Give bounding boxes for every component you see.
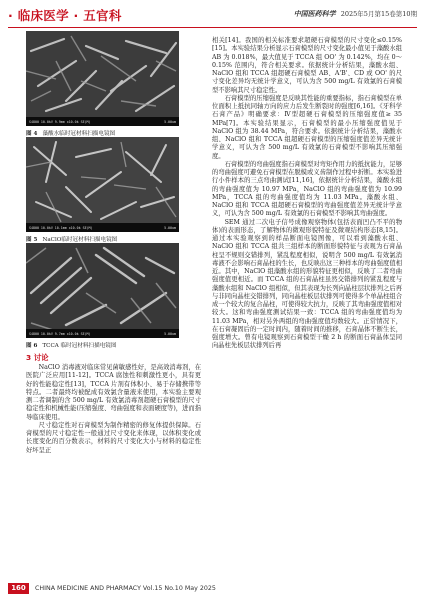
paragraph: NaClO 消毒液对临床常见菌敏感性好，是高效消毒剂，在医院广泛应用[11-12]。TCCA 腐蚀性和刺激性更小，具有更好的性能稳定性[13]，TCCA 片剂有体积小、易于存储携带等特点。二者最终均被配成有效氯含量液来使用，本实验主要观测二者调制的含 500 mg/L 有效氯消毒剂超硬石膏模型的尺寸稳定性和机械性能(压缩强度、弯曲强度和表面硬度等)，进而指导临床使用。 [26,364,201,421]
sem-image-6 [26,243,179,338]
figure-title: NaClO临时冠材料扫描电镜图 [42,237,118,243]
section-heading: 3 讨论 [26,353,49,362]
sem-micrograph-5 [26,137,179,232]
journal-english-title: CHINA MEDICINE AND PHARMACY Vol.15 No.10 May 2025 [35,584,216,592]
figure-4 [26,31,179,137]
journal-name: 中国医药科学 [293,9,336,18]
header-rule [8,27,417,28]
scale-bar-meta: S4800 10.0kV 10.1mm x10.0k SE(M) [29,225,93,230]
section-title: · 临床医学 · 五官科 [8,8,122,23]
page-footer [8,583,423,595]
figure-6 [26,243,179,349]
scale-bar-6 [26,329,179,338]
figure-title: 藻酸水临时冠材料扫描电镜图 [42,131,116,137]
sem-micrograph-4 [26,31,179,126]
journal-masthead [294,9,417,19]
figure-title: TCCA 临时冠材料扫描电镜图 [42,343,117,349]
figure-5 [26,137,179,243]
paragraph: 石膏模型的弯曲强度指石膏模型对弯矩作用力的抵抗能力，足够的弯曲强度可避免石膏模型在脱模或义齿制作过程中折断。本实验进行小件样本的三点弯曲测试[11,16]，依据统计分析结果，藻酸水组的弯曲强度值为 10.97 MPa，NaClO 组的弯曲强度值为 10.99 MPa，TCCA 组的弯曲强度值均为 11.03 MPa。藻酸水组、NaClO 组和 TCCA 组超硬石膏模型的弯曲强度值差异无统计学意义，可认为含 500 mg/L 有效氯的石膏模型不影响其弯曲强度。 [212,160,402,218]
page-header [0,0,427,34]
figure-label: 图 6 [26,343,38,349]
right-column-body [212,37,402,351]
scale-bar-length: 5.00um [164,225,176,230]
figure-caption [26,129,179,137]
issue-info: 2025年5月第15卷第10期 [340,10,417,18]
scale-bar-4 [26,117,179,126]
scale-bar-length: 5.00um [164,119,176,124]
scale-bar-meta: S4800 10.0kV 9.9mm x10.0k SE(M) [29,119,91,124]
figure-label: 图 5 [26,237,38,243]
left-column-body [26,364,201,455]
page-number: 160 [8,583,29,594]
scale-bar-5 [26,223,179,232]
paragraph: 相关[14]。我国的相关标准要求超硬石膏模型的尺寸变化≤0.15%[15]。本实验结果分析显示石膏模型的尺寸变化最小值见于藻酸水组 AB 为 0.018%，最大值见于 TCCA 组 OO' 为 0.142%，均在 0～0.15% 范围内，符合相关要求。依据统计分析结果，藻酸水组、NaClO 组和 TCCA 组超硬石膏模型 AB、A'B'、CD 或 OO' 的尺寸变化差异均无统计学意义，可认为含 500 mg/L 有效氯的石膏模型不影响其尺寸稳定性。 [212,37,402,94]
figure-caption [26,235,179,243]
paragraph: SEM 通过二次电子信号成像观察物体(包括表面凹凸不平的物体)的表面形态，了解物体的微观形貌特征及微观结构形态[8,15]。通过本实验观察到的样品断面电镜图像，可以看到藻酸水组、NaClO 组和 TCCA 组共三组样本的断面形貌特征与表观为石膏晶柱呈不规则交错排列，紧乱程度相似，说明含 500 mg/L 有效氯消毒液不会影响石膏晶柱的生长，也反映出这三种样本的弯曲强度值相近。其中，NaClO 组藻酸水组的形貌特征更相似，反映了二者弯曲强度值更相近。而 TCCA 组的石膏晶柱虽然交错排列的紧乱程度与藻酸水组和 NaClO 组相似，但其表现为长列向晶柱层状排列之后再与非同向晶柱交错排列，同向晶柱板层状排列可使得多个单晶柱组合成一个较大的复合晶柱，可使得较大抗力，反映了其弯曲强度值相对较大。这和弯曲强度测试结果一致：TCCA 组的弯曲强度值均为 11.03 MPa，相对另外两组的弯曲强度值均数较大。正常情况下，在石膏凝固后的一定时间内，随着时间的推移，石膏晶体不断生长，强度增大。曾有电镜观察到石膏模型干燥 2 h 的断面石膏晶体呈同向晶柱先板层状排列后再 [212,218,402,350]
figure-label: 图 4 [26,131,38,137]
sem-image-4 [26,31,179,126]
scale-bar-meta: S4800 10.0kV 9.7mm x10.0k SE(M) [29,331,91,336]
figure-caption [26,341,179,349]
sem-micrograph-6 [26,243,179,338]
scale-bar-length: 5.00um [164,331,176,336]
paragraph: 尺寸稳定性对石膏模型为制作精密的修复体提供保障。石膏模型的尺寸稳定性一般通过尺寸变化来体现，以体积变化或长度变化的百分数表示，材料的尺寸变化大小与材料的稳定性好坏呈正 [26,421,201,454]
sem-image-5 [26,137,179,232]
paragraph: 石膏模型的压缩强度是反映其性能的重要指标，指石膏模型在单位面积上抵抗同轴方向的应力后发生断裂时的强度[6,16]。《牙科学 石膏产品》明确要求：Ⅳ型超硬石膏模型的压缩强度值≥ 35 MPa[7]。本实验结果显示，石膏模型的最小压缩强度值见于 NaClO 组为 38.44 MPa，符合要求。依据统计分析结果，藻酸水组、NaClO 组和 TCCA 组超硬石膏模型的压缩强度值差异无统计学意义，可认为含 500 mg/L 有效氯的石膏模型不影响其压缩强度。 [212,94,402,160]
